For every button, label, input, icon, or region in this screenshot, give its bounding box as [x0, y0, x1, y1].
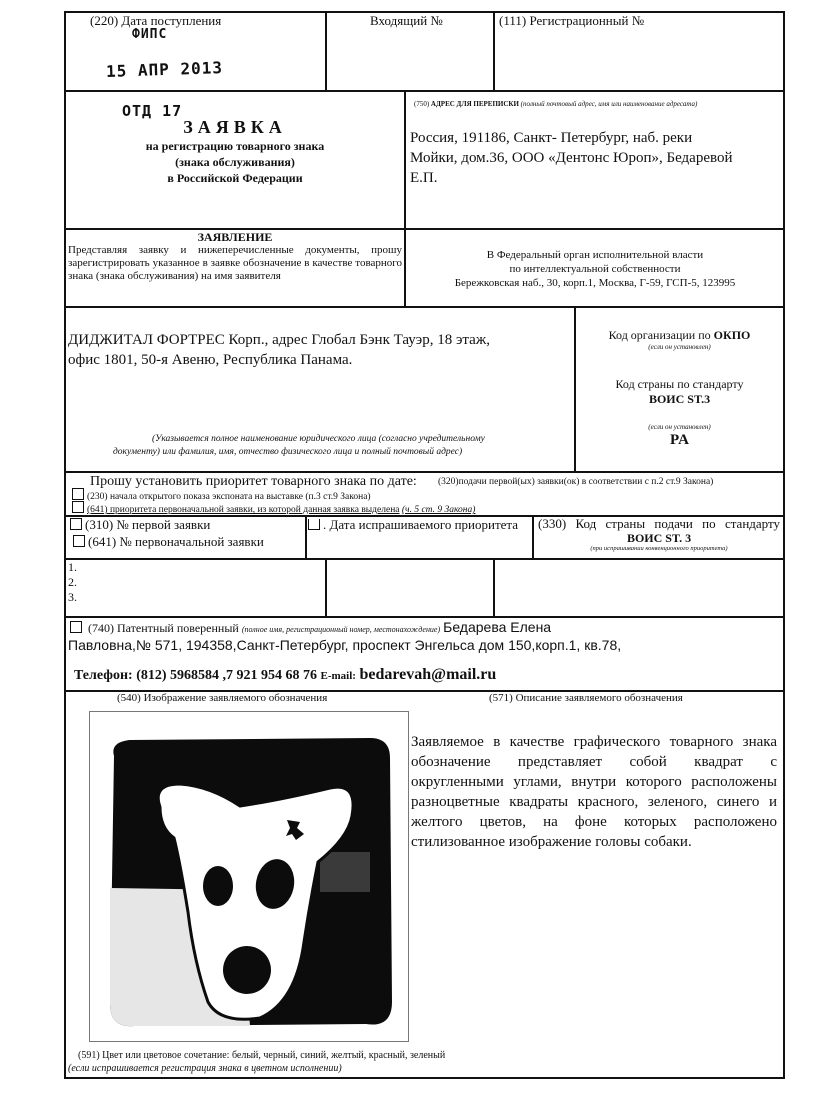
registration-number-label: (111) Регистрационный № [499, 13, 645, 28]
priority-date-field[interactable] [308, 517, 518, 533]
divider [64, 90, 785, 92]
incoming-number-label: Входящий № [370, 13, 443, 28]
priority-option-641[interactable] [72, 501, 475, 515]
email-value: bedarevah@mail.ru [359, 666, 497, 683]
okpo-label-bold: ОКПО [713, 328, 751, 342]
checkbox-priority-date[interactable] [308, 519, 320, 530]
description-label: (571) Описание заявляемого обозначения [489, 692, 683, 704]
correspondence-hint: (полный почтовый адрес, имя или наименование адресата) [520, 100, 698, 108]
image-label: (540) Изображение заявляемого обозначения [117, 692, 328, 704]
addressee-block [406, 248, 784, 290]
color-combination: (591) Цвет или цветовое сочетание: белый, черный, синий, желтый, красный, зеленый [78, 1050, 446, 1061]
dog-logo-image [90, 712, 408, 1041]
correspondence-label [414, 100, 697, 108]
application-subtitle: в Российской Федерации [167, 171, 303, 185]
okpo-label [576, 328, 783, 343]
divider [64, 471, 785, 473]
phone-label: Телефон: [74, 668, 133, 683]
stamp-department: ОТД 17 [122, 102, 183, 120]
mark-image-frame [89, 711, 409, 1042]
divider [64, 616, 785, 618]
stamp-date: 15 АПР 2013 [105, 57, 224, 82]
priority-row: 1. [68, 560, 77, 574]
first-application-label: (310) № первой заявки [85, 517, 211, 532]
application-subtitle: (знака обслуживания) [175, 155, 295, 169]
statement-block [68, 231, 402, 283]
attorney-name: Бедарева Елена [443, 619, 552, 635]
addressee-line: В Федеральный орган исполнительной власти [486, 249, 704, 261]
original-application-number[interactable] [73, 534, 264, 550]
attorney-hint: (полное имя, регистрационный номер, местонахождение) [241, 625, 441, 634]
attorney-row [70, 619, 551, 636]
checkbox-230[interactable] [72, 488, 84, 500]
address-line: Россия, 191186, Санкт- Петербург, наб. реки [410, 130, 693, 146]
country-code-330-block [534, 516, 784, 552]
divider [64, 558, 785, 560]
country-code-330-standard: ВОИС ST. 3 [626, 531, 692, 545]
correspondence-address [410, 128, 733, 188]
application-title: ЗАЯВКА [183, 117, 287, 137]
country-code-label: Код страны по стандарту [615, 377, 744, 391]
priority-row: 2. [68, 575, 77, 589]
option-641-ref: (ч. 5 ст. 9 Закона) [401, 505, 476, 515]
option-230-label: (230) начала открытого показа экспоната на выставке (п.3 ст.9 Закона) [87, 492, 371, 502]
country-standard: ВОИС ST.3 [648, 392, 711, 406]
option-641-label: (641) приоритета первоначальной заявки, из которой данная заявка выделена [87, 505, 400, 515]
checkbox-641[interactable] [72, 501, 84, 513]
divider [64, 306, 785, 308]
logo-gray-square [320, 852, 370, 892]
attorney-contacts [74, 666, 496, 684]
applicant-hint: (Указывается полное наименование юридического лица (согласно учредительному [152, 434, 485, 444]
codes-block [576, 328, 783, 449]
original-application-label: (641) № первоначальной заявки [88, 534, 264, 549]
divider [325, 11, 327, 91]
priority-option-230[interactable] [72, 488, 371, 502]
country-code-330-label: (330) Код страны подачи по стандарту [538, 516, 780, 531]
priority-rows [68, 560, 77, 605]
dog-eye-left [203, 866, 233, 906]
checkbox-attorney[interactable] [70, 621, 82, 633]
divider [493, 11, 495, 91]
priority-date-label: . Дата испрашиваемого приоритета [323, 517, 519, 532]
divider [64, 228, 785, 230]
email-label: E-mail: [320, 670, 356, 682]
country-code-value: PA [670, 432, 689, 448]
statement-text: Представляя заявку и нижеперечисленные документы, прошу зарегистрировать указанное в заявке обозначение в качестве товарного знака (знака обслуживания) на имя заявителя [68, 244, 402, 282]
priority-heading: Прошу установить приоритет товарного знака по дате: [90, 474, 417, 489]
receipt-date-label: (220) Дата поступления [90, 13, 222, 28]
applicant-name-address [68, 330, 490, 370]
attorney-address: Павловна,№ 571, 194358,Санкт-Петербург, проспект Энгельса дом 150,корп.1, кв.78, [68, 637, 622, 653]
applicant-hint: документу) или фамилия, имя, отчество физического лица и полный почтовый адрес) [113, 447, 463, 457]
country-code-330-hint: (при испрашивании конвенционного приоритета) [590, 545, 728, 552]
mark-description: Заявляемое в качестве графического товарного знака обозначение представляет собой квадрат с округленными углами, внутри которого расположены разноцветные квадраты красного, зеленого, синего и желтого цветов, на фоне которых расположено стилизованное изображение головы собаки. [411, 734, 777, 850]
country-code-hint: (если он установлен) [648, 423, 711, 431]
dog-nose [223, 946, 271, 994]
divider [305, 515, 307, 559]
addressee-line: Бережковская наб., 30, корп.1, Москва, Г-59, ГСП-5, 123995 [454, 277, 736, 289]
address-line: Мойки, дом.36, ООО «Дентонс Юроп», Бедаревой [410, 150, 733, 166]
okpo-label-pre: Код организации по [608, 328, 714, 342]
frame-bottom [64, 1077, 785, 1079]
priority-row: 3. [68, 590, 77, 604]
applicant-line: офис 1801, 50-я Авеню, Республика Панама. [68, 352, 353, 368]
applicant-line: ДИДЖИТАЛ ФОРТРЕС Корп., адрес Глобал Бэнк Тауэр, 18 этаж, [68, 332, 490, 348]
attorney-label: (740) Патентный поверенный [88, 621, 239, 635]
stamp-org: ФИПС [132, 27, 168, 42]
application-title-block [66, 116, 404, 186]
divider [325, 558, 327, 617]
checkbox-310[interactable] [70, 518, 82, 530]
priority-option-320[interactable] [438, 477, 713, 487]
okpo-hint: (если он установлен) [648, 343, 711, 351]
checkbox-641-number[interactable] [73, 535, 85, 547]
application-subtitle: на регистрацию товарного знака [145, 139, 325, 153]
first-application-number[interactable] [70, 517, 210, 533]
address-line: Е.П. [410, 170, 438, 186]
color-combination-hint: (если испрашивается регистрация знака в цветном исполнении) [68, 1063, 342, 1074]
divider [493, 558, 495, 617]
statement-heading: ЗАЯВЛЕНИЕ [197, 230, 273, 244]
phone-value: (812) 5968584 ,7 921 954 68 76 [136, 668, 318, 683]
addressee-line: по интеллектуальной собственности [509, 263, 681, 275]
correspondence-code: (750) [414, 100, 430, 108]
correspondence-heading: АДРЕС ДЛЯ ПЕРЕПИСКИ [430, 100, 519, 108]
option-320-label: (320)подачи первой(ых) заявки(ок) в соответствии с п.2 ст.9 Закона) [438, 477, 714, 487]
